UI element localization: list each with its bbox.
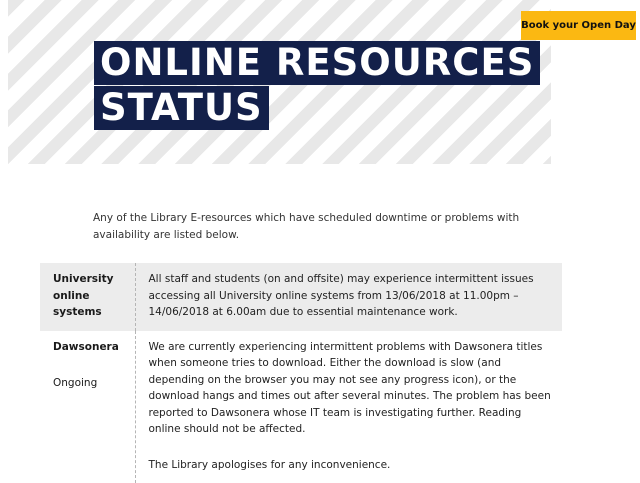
description-cell (135, 263, 562, 331)
table-row (40, 331, 562, 483)
description-text: We are currently experiencing intermittent problems with Dawsonera titles when someone tries to download. Either the download is slow (and depending on the browser you may not see any progress icon), or the download hangs and times out after several minutes. The problem has been reported to Dawsonera whose IT team is investigating further. Reading online should not be affected. (149, 339, 555, 438)
description-cell (135, 331, 562, 483)
table-row (40, 263, 562, 331)
status-label: Ongoing (53, 375, 129, 392)
status-table (40, 263, 562, 483)
description-text: All staff and students (on and offsite) may experience intermittent issues accessing all University online systems from 13/06/2018 at 11.00pm – 14/06/2018 at 6.00am due to essential maintenance work. (149, 271, 555, 321)
book-open-day-button[interactable]: Book your Open Day (521, 11, 636, 40)
intro-text: Any of the Library E-resources which have scheduled downtime or problems with availability are listed below. (93, 210, 523, 244)
apology-text: The Library apologises for any inconvenience. (149, 457, 555, 474)
page-title-line-2: STATUS (94, 86, 269, 130)
system-name: Dawsonera (53, 339, 129, 356)
system-name: University online systems (53, 271, 129, 321)
system-cell (40, 331, 135, 483)
system-cell (40, 263, 135, 331)
page-title-line-1: ONLINE RESOURCES (94, 41, 540, 85)
